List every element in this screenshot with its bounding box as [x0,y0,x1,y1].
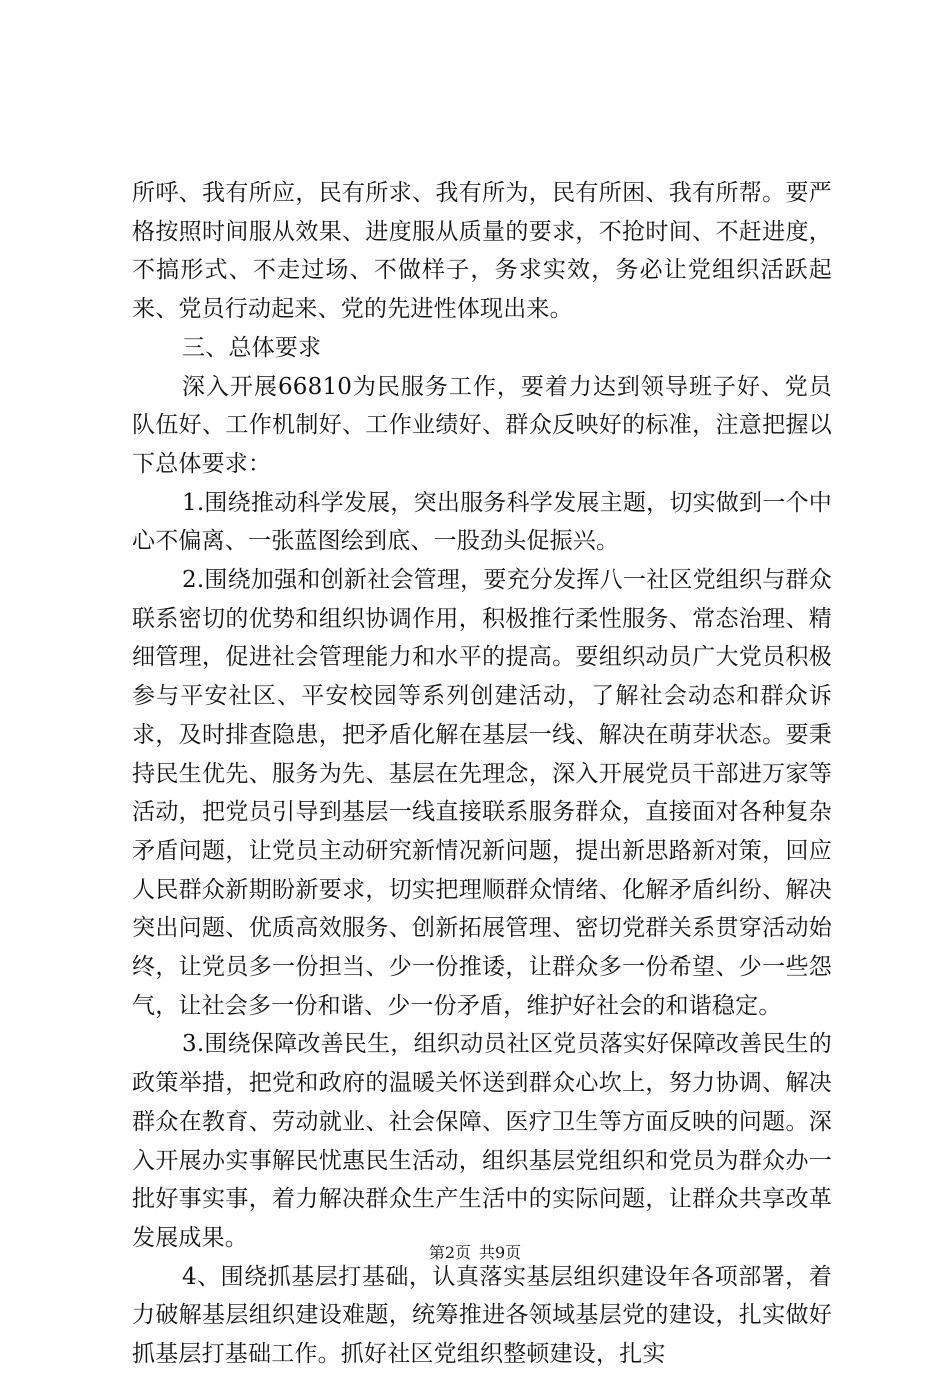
paragraph-item-2: 2.围绕加强和创新社会管理，要充分发挥八一社区党组织与群众联系密切的优势和组织协调作用，积极推行柔性服务、常态治理、精细管理，促进社会管理能力和水平的提高。要组织动员广大党员积极参与平安社区、平安校园等系列创建活动，了解社会动态和群众诉求，及时排查隐患，把矛盾化解在基层一线、解决在萌芽状态。要秉持民生优先、服务为先、基层在先理念，深入开展党员干部进万家等活动，把党员引导到基层一线直接联系服务群众，直接面对各种复杂矛盾问题，让党员主动研究新情况新问题，提出新思路新对策，回应人民群众新期盼新要求，切实把理顺群众情绪、化解矛盾纠纷、解决突出问题、优质高效服务、创新拓展管理、密切党群关系贯穿活动始终，让党员多一份担当、少一份推诿，让群众多一份希望、少一些怨气，让社会多一份和谐、少一份矛盾，维护好社会的和谐稳定。 [132,567,832,1019]
paragraph-intro: 深入开展66810为民服务工作，要着力达到领导班子好、党员队伍好、工作机制好、工作业绩好、群众反映好的标准，注意把握以下总体要求： [132,373,832,477]
section-heading: 三、总体要求 [182,334,322,361]
page-number-current: 第2页 [428,1243,471,1262]
paragraph-item-3: 3.围绕保障改善民生，组织动员社区党员落实好保障改善民生的政策举措，把党和政府的温暖关怀送到群众心坎上，努力协调、解决群众在教育、劳动就业、社会保障、医疗卫生等方面反映的问题。深入开展办实事解民忧惠民生活动，组织基层党组织和党员为群众办一批好事实事，着力解决群众生产生活中的实际问题，让群众共享改革发展成果。 [132,1031,832,1251]
paragraph-item-4: 4、围绕抓基层打基础，认真落实基层组织建设年各项部署，着力破解基层组织建设难题，统筹推进各领域基层党的建设，扎实做好抓基层打基础工作。抓好社区党组织整顿建设，扎实 [132,1263,832,1368]
document-body [132,174,832,1374]
page-number-total: 共9页 [479,1243,522,1262]
paragraph-item-1: 1.围绕推动科学发展，突出服务科学发展主题，切实做到一个中心不偏离、一张蓝图绘到底、一股劲头促振兴。 [132,489,832,555]
paragraph-continuation: 所呼、我有所应，民有所求、我有所为，民有所困、我有所帮。要严格按照时间服从效果、进度服从质量的要求，不抢时间、不赶进度，不搞形式、不走过场、不做样子，务求实效，务必让党组织活跃起来、党员行动起来、党的先进性体现出来。 [132,180,832,323]
page-footer [0,1243,950,1263]
